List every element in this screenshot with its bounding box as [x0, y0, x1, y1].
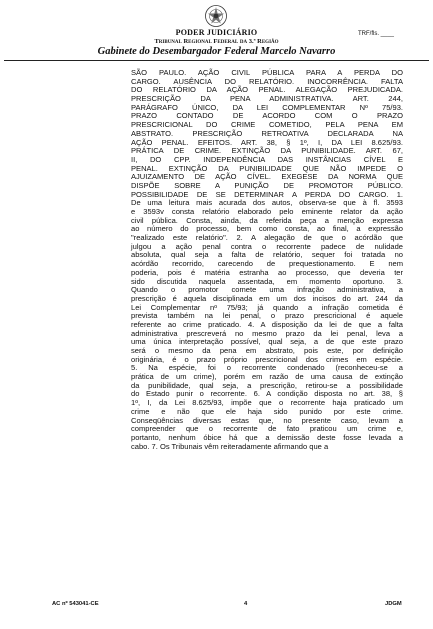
body-line: PRÁTICA DE CRIME. EXTINÇÃO DA PUNIBILIDADE. ART. 67, — [131, 146, 403, 156]
body-line: da punibilidade, qual seja, a prescrição, retirou-se a possibilidade — [131, 380, 403, 390]
body-line: crime e não que ele haja sido punido por este crime. — [131, 406, 403, 416]
body-line: Lei Complementar nº 75/93; já quando a infração cometida é — [131, 302, 403, 312]
header-judiciary: PODER JUDICIÁRIO — [175, 28, 258, 37]
case-number: AC nº 543041-CE — [52, 601, 99, 607]
body-line: II, DO CPP. INDEPENDÊNCIA DAS INSTÂNCIAS CÍVEL E — [131, 154, 403, 164]
body-line: PRESCRIÇÃO DA PENA ADMINISTRATIVA. ART. 244, — [131, 94, 403, 104]
body-line: ao número do processo, bem como consta, ao final, a expressão — [131, 224, 403, 234]
page-folio-field: TRF/fls. ____ — [358, 31, 395, 37]
body-line: sido discutida naquela assentada, em momento oportuno. 3. — [131, 276, 403, 286]
body-line: referente ao crime praticado. 4. A disposição da lei de que a falta — [131, 319, 403, 329]
initials: JDGM — [385, 601, 402, 607]
body-line: prática de um crime), porém em razão de uma causa de extinção — [131, 372, 403, 382]
body-line: compreender que o recorrente de fato praticou um crime e, — [131, 424, 403, 434]
body-line: será o mesmo da pena em abstrato, pois este, por definição — [131, 346, 403, 355]
body-line: 1º, I, da Lei 8.625/93, impõe que o recorrente haja praticado um — [131, 398, 403, 408]
body-line: "realizado este relatório". 2. A alegação de que o acórdão que — [131, 233, 403, 243]
body-line: DO RELATÓRIO DA AÇÃO PENAL. ALEGAÇÃO PREJUDICADA. — [131, 85, 403, 95]
body-line: administrativa prescreverá no mesmo prazo da lei penal, leva a — [131, 328, 403, 338]
body-line: DISPÕE SOBRE A PUNIÇÃO DE PROMOTOR PÚBLICO. — [131, 180, 403, 190]
body-line: prescrição é aquela disciplinada em um dos incisos do art. 244 da — [131, 293, 403, 303]
body-line: do Estado punir o recorrente. 6. A condição disposta no art. 38, § — [131, 389, 403, 399]
body-line: originária, é o prazo próprio prescricional dos crimes em espécie. — [131, 354, 403, 364]
body-line: cabo. 7. Os Tribunais vêm reiteradamente afirmando que a — [131, 441, 329, 451]
document-body — [131, 69, 403, 451]
body-line: PENAL. EXTINÇÃO DA PUNIBILIDADE QUE NÃO IMPEDE O — [131, 163, 403, 173]
body-line: POSSIBILIDADE DE SE DETERMINAR A PERDA DO CARGO. 1. — [131, 189, 403, 199]
body-line: PARÁGRAFO ÚNICO, DA LEI COMPLEMENTAR Nº 75/93. — [131, 102, 403, 112]
body-line: civil pública. Consta, ainda, da referida peça a menção expressa — [131, 215, 403, 225]
body-line: AÇÃO PENAL. EFEITOS. ART. 38, § 1º, I, DA LEI 8.625/93. — [131, 137, 403, 147]
header-office: Gabinete do Desembargador Federal Marcelo Navarro — [97, 46, 336, 57]
body-line: absoluta, qual seja a falta de relatório, sequer foi tratada no — [131, 250, 403, 260]
header-divider — [4, 60, 429, 61]
page-number: 4 — [244, 601, 248, 607]
body-line: PRESCRICIONAL DO CRIME COMETIDO, PELA PENA EM — [131, 120, 403, 130]
body-line: julgou a ação penal contra o recorrente padece de nulidade — [131, 241, 403, 251]
body-line: e 3593v consta relatório elaborado pelo eminente relator da ação — [131, 207, 403, 216]
body-line: Conseqüências diversas estas que, no presente caso, levam a — [131, 415, 403, 425]
body-line: 5. Na espécie, foi o recorrente condenado (reconheceu-se a — [131, 363, 403, 373]
body-line: AJUIZAMENTO DE AÇÃO CÍVEL. EXEGESE DA NORMA QUE — [131, 172, 403, 182]
body-line: De uma leitura mais acurada dos autos, observa-se que à fl. 3593 — [131, 198, 403, 208]
body-line: PRAZO CONTADO DE ACORDO COM O PRAZO — [131, 111, 403, 121]
body-line: prevista também na lei penal, o prazo prescricional é aquele — [131, 311, 403, 321]
body-line: SÃO PAULO. AÇÃO CIVIL PÚBLICA PARA A PERDA DO — [131, 68, 403, 77]
header-court: Tribunal Regional Federal da 3.ª Região — [154, 38, 279, 45]
body-line: portanto, nenhum óbice há que a demissão deste fosse levada a — [131, 432, 403, 442]
body-line: Quando o promotor comete uma infração administrativa, a — [131, 285, 403, 295]
body-line: acórdão recorrido, carecendo de prequestionamento. E nem — [131, 259, 403, 269]
coat-of-arms-icon — [204, 4, 228, 28]
body-line: ABSTRATO. PRESCRIÇÃO RETROATIVA DECLARADA NA — [131, 128, 403, 138]
body-line: poderia, pois é matéria estranha ao processo, que deveria ter — [131, 267, 403, 277]
body-line: CARGO. AUSÊNCIA DO RELATÓRIO. INOCORRÊNCIA. FALTA — [131, 76, 403, 86]
body-line: uma única interpretação possível, qual seja, a de que este prazo — [131, 337, 403, 347]
